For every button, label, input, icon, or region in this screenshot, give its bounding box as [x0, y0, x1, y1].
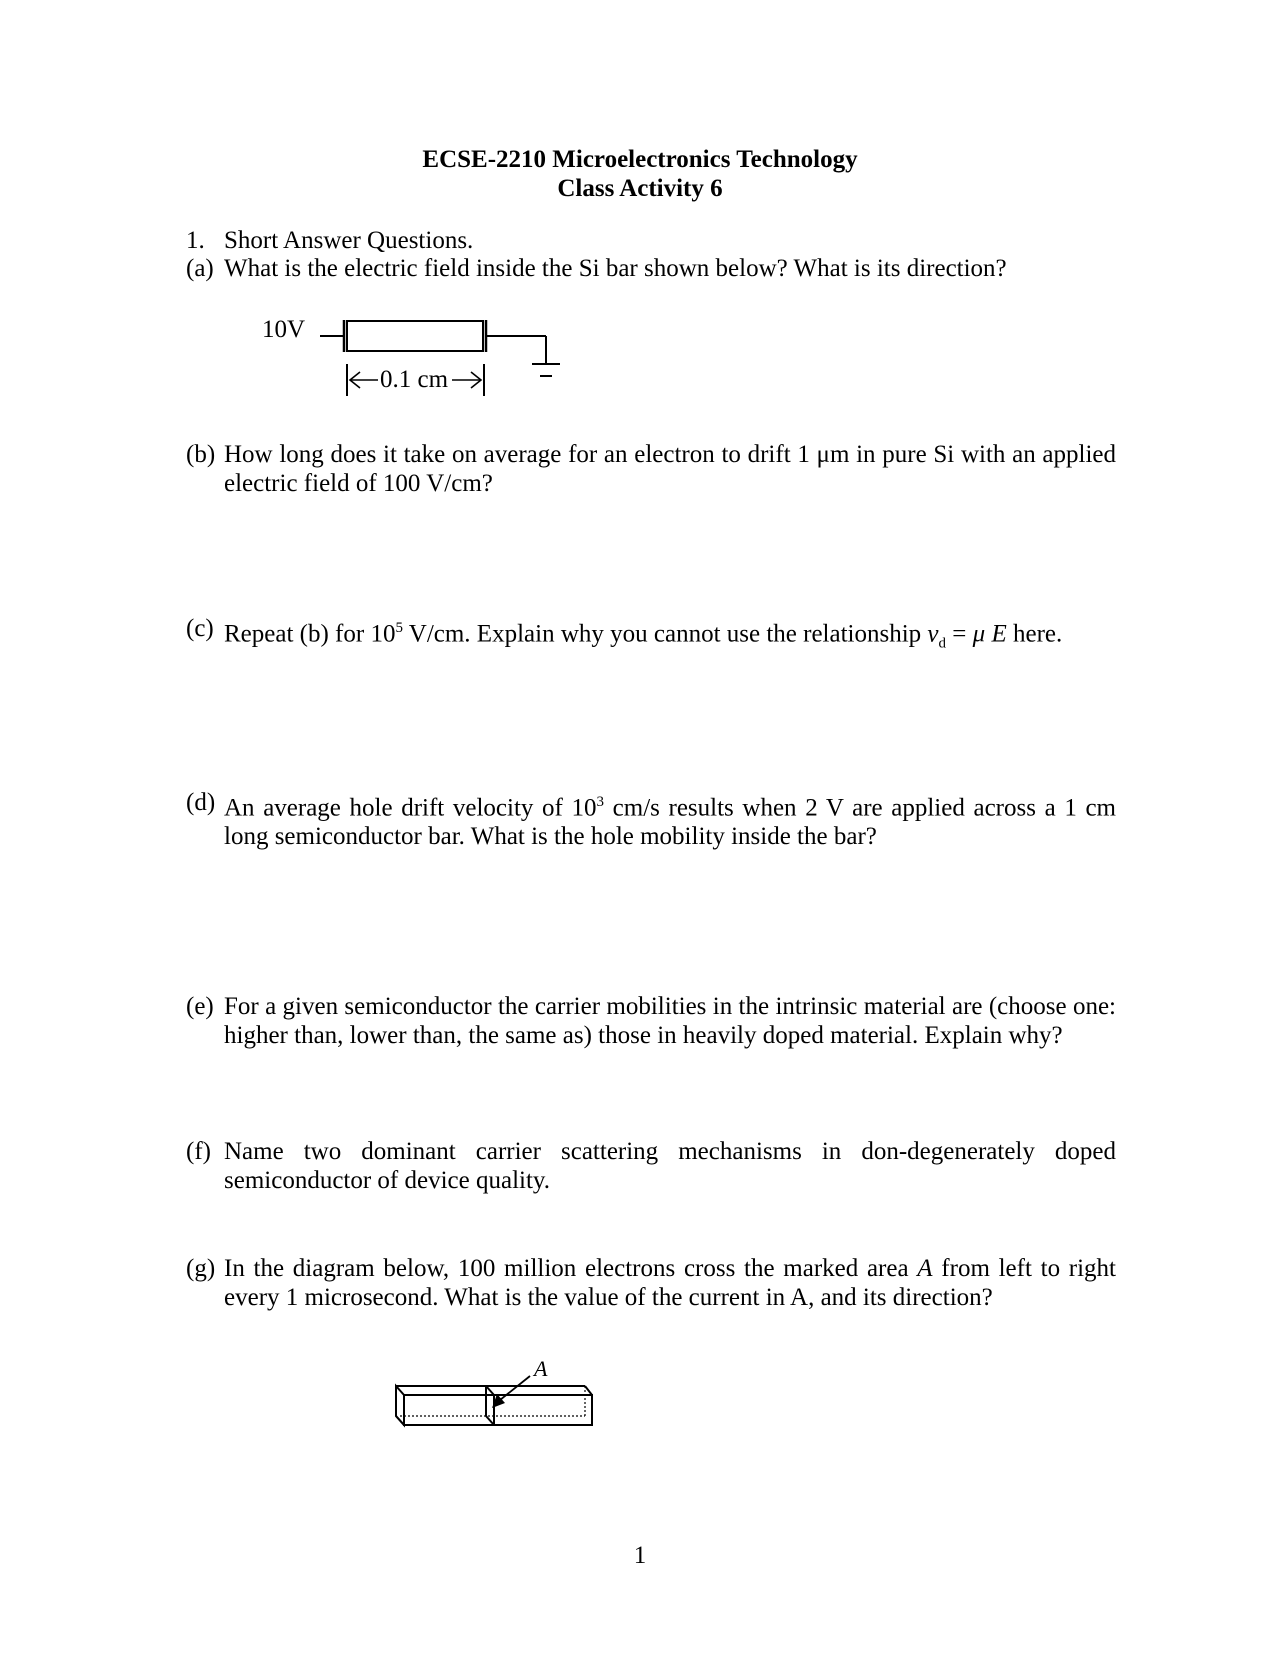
mobility-symbol: μ — [972, 620, 986, 648]
area-pointer-arrow — [492, 1376, 530, 1408]
question-b-line1: How long does it take on average for an electron to drift 1 μm in pure Si with an applied — [224, 441, 1116, 468]
question-g-line2: every 1 microsecond. What is the value of the current in A, and its direction? — [224, 1284, 993, 1311]
field-symbol: E — [985, 620, 1007, 648]
section-title: Short Answer Questions. — [224, 227, 474, 254]
drift-velocity-symbol: v — [927, 620, 939, 648]
question-c-post: here. — [1006, 620, 1063, 648]
question-d-pre: An average hole drift velocity of 10 — [224, 794, 597, 822]
question-a-text: What is the electric field inside the Si bar shown below? What is its direction? — [224, 255, 1007, 282]
document-title: ECSE-2210 Microelectronics Technology — [422, 146, 858, 173]
drift-velocity-subscript: d — [938, 635, 947, 652]
question-f-label: (f) — [186, 1138, 211, 1165]
page-number: 1 — [633, 1542, 647, 1569]
question-d-label: (d) — [186, 789, 216, 816]
question-a-label: (a) — [186, 255, 214, 282]
question-c-label: (c) — [186, 615, 214, 642]
question-f-line1: Name two dominant carrier scattering mechanisms in don-degenerately doped — [224, 1138, 1116, 1165]
question-d-exponent: 3 — [596, 794, 605, 810]
question-c-mid: V/cm. Explain why you cannot use the relationship — [402, 620, 928, 648]
question-d-line2: long semiconductor bar. What is the hole mobility inside the bar? — [224, 823, 877, 851]
question-e-label: (e) — [186, 993, 214, 1020]
question-e-line1: For a given semiconductor the carrier mobilities in the intrinsic material are (choose one: — [224, 993, 1116, 1020]
question-d-post: cm/s results when 2 V are applied across a 1 cm — [604, 794, 1116, 822]
length-label: 0.1 cm — [380, 366, 449, 393]
equals-sign: = — [946, 620, 973, 648]
question-b-label: (b) — [186, 441, 216, 468]
question-g-post: from left to right — [932, 1255, 1116, 1282]
area-label: A — [534, 1356, 548, 1381]
question-f-line2: semiconductor of device quality. — [224, 1167, 551, 1194]
question-g-area-symbol: A — [917, 1255, 933, 1282]
question-g-pre: In the diagram below, 100 million electrons cross the marked area — [224, 1255, 918, 1282]
voltage-label: 10V — [262, 316, 306, 343]
question-c-exponent: 5 — [395, 620, 403, 636]
question-c-pre: Repeat (b) for 10 — [224, 620, 396, 648]
question-b-line2: electric field of 100 V/cm? — [224, 470, 493, 497]
question-e-line2: higher than, lower than, the same as) those in heavily doped material. Explain why? — [224, 1022, 1063, 1049]
question-g-label: (g) — [186, 1255, 216, 1282]
activity-title: Class Activity 6 — [557, 175, 723, 202]
section-number: 1. — [186, 227, 205, 254]
